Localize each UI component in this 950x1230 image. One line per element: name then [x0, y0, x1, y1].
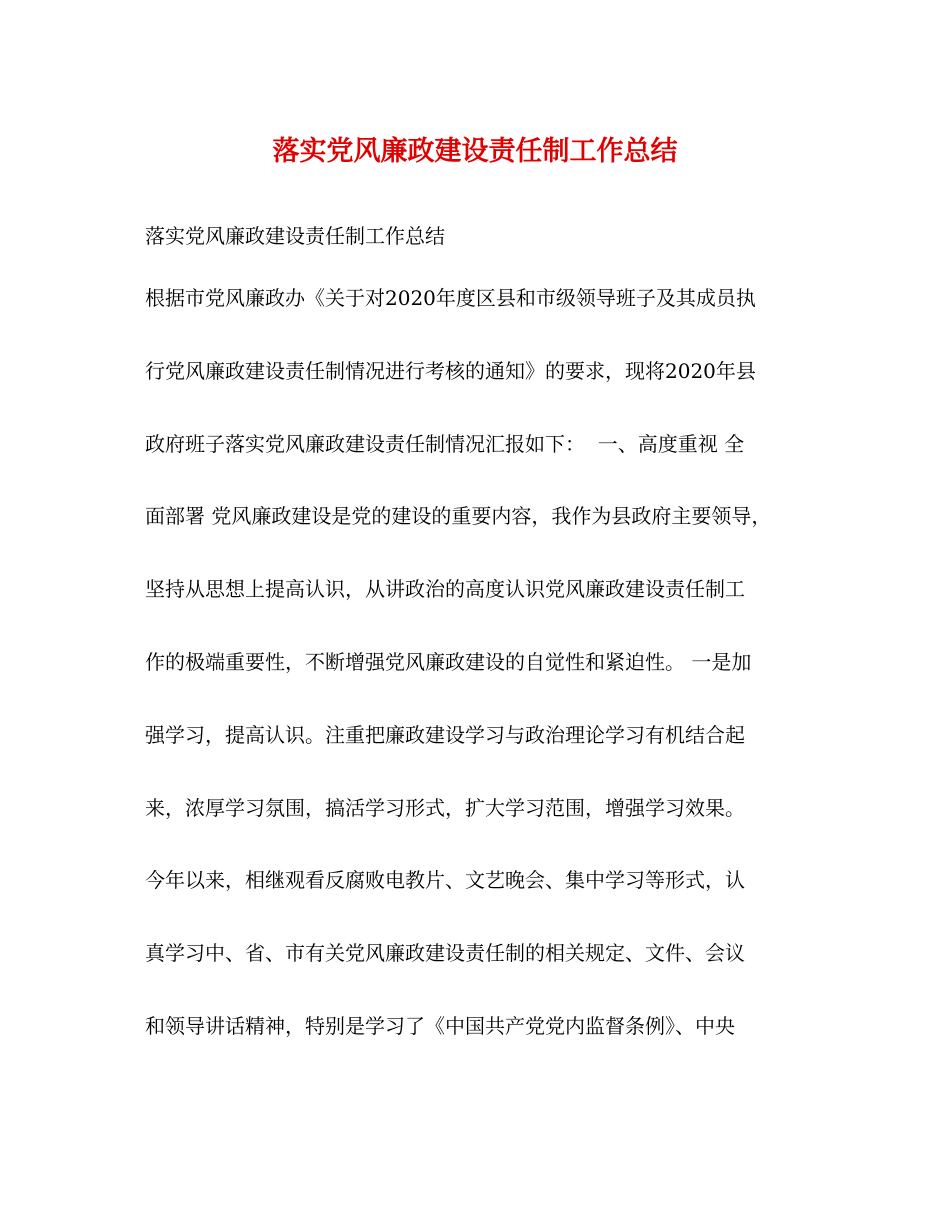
- body-line: 来，浓厚学习氛围，搞活学习形式，扩大学习范围，增强学习效果。: [145, 795, 745, 820]
- body-line: 行党风廉政建设责任制情况进行考核的通知》的要求，现将2020年县: [145, 358, 756, 383]
- body-line: 根据市党风廉政办《关于对2020年度区县和市级领导班子及其成员执: [145, 286, 756, 310]
- body-line: 真学习中、省、市有关党风廉政建设责任制的相关规定、文件、会议: [145, 941, 745, 966]
- document-title: 落实党风廉政建设责任制工作总结: [272, 136, 678, 167]
- body-line: 政府班子落实党风廉政建设责任制情况汇报如下： 一、高度重视 全: [145, 431, 745, 456]
- document-subtitle: 落实党风廉政建设责任制工作总结: [145, 224, 445, 248]
- body-line: 强学习，提高认识。注重把廉政建设学习与政治理论学习有机结合起: [145, 722, 745, 747]
- body-line: 面部署 党风廉政建设是党的建设的重要内容，我作为县政府主要领导，: [145, 504, 772, 529]
- body-line: 坚持从思想上提高认识，从讲政治的高度认识党风廉政建设责任制工: [145, 577, 745, 602]
- body-line: 和领导讲话精神，特别是学习了《中国共产党党内监督条例》、中央: [145, 1013, 735, 1038]
- body-line: 作的极端重要性，不断增强党风廉政建设的自觉性和紧迫性。 一是加: [145, 649, 752, 674]
- body-line: 今年以来，相继观看反腐败电教片、文艺晚会、集中学习等形式，认: [145, 868, 745, 893]
- document-body: [145, 282, 815, 1083]
